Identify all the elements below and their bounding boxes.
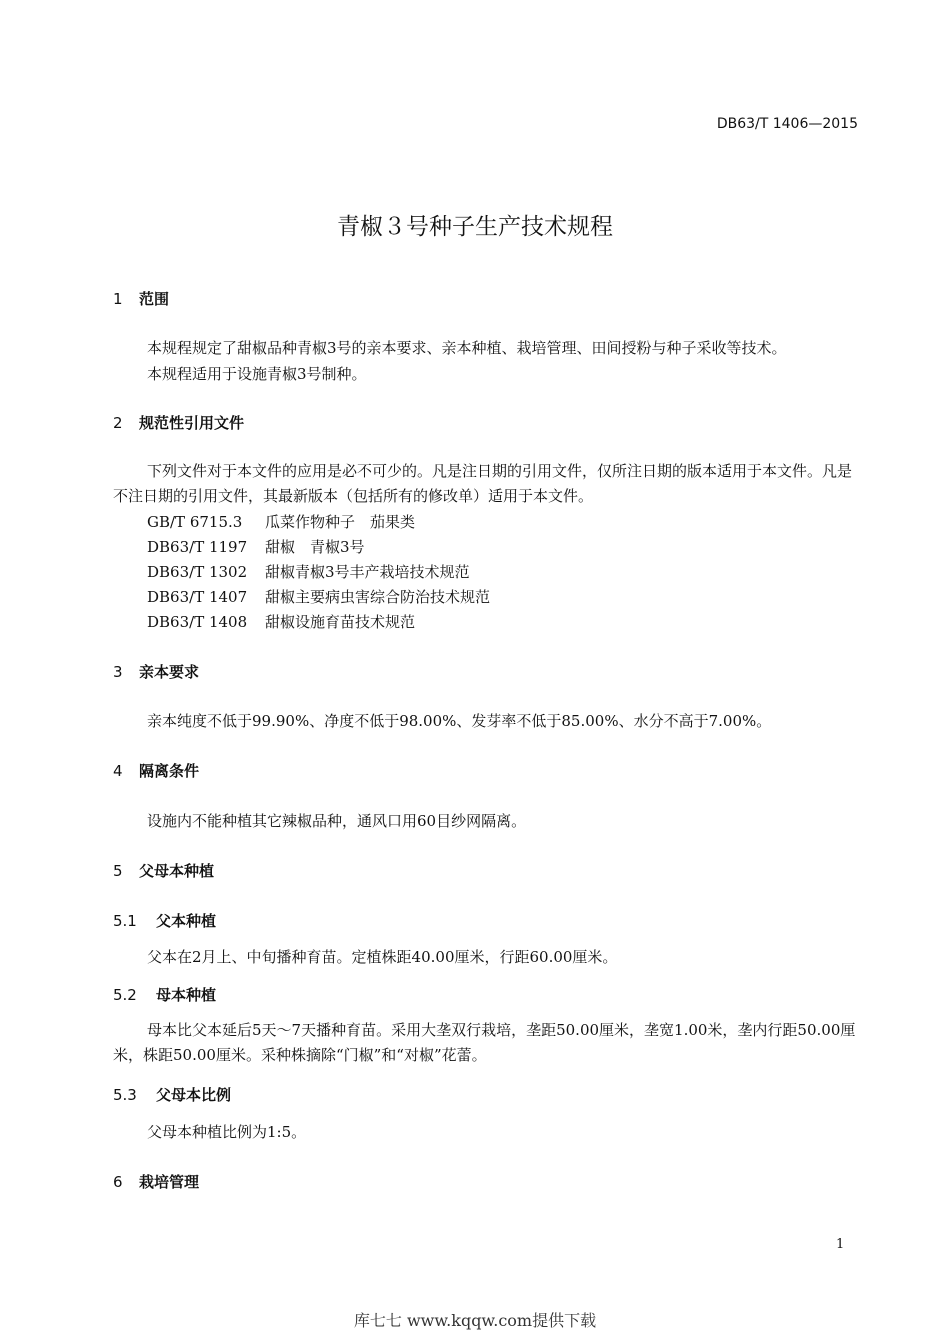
reference-item	[147, 536, 365, 557]
paragraph: 亲本纯度不低于99.90%、净度不低于98.00%、发芽率不低于85.00%、水分不高于7.00%。	[147, 712, 772, 730]
section-title: 栽培管理	[139, 1173, 200, 1191]
subsection-heading-5-3	[113, 1084, 231, 1105]
section-number: 4	[113, 762, 123, 780]
reference-code: DB63/T 1407	[147, 588, 248, 606]
reference-name: 甜椒 青椒3号	[265, 538, 365, 556]
reference-code: DB63/T 1197	[147, 538, 248, 556]
paragraph: 设施内不能种植其它辣椒品种，通风口用60目纱网隔离。	[147, 812, 527, 830]
page-title: 青椒３号种子生产技术规程	[337, 214, 613, 240]
section-number: 2	[113, 414, 123, 432]
reference-item	[147, 511, 415, 532]
section-title: 规范性引用文件	[139, 414, 245, 432]
section-heading-2	[113, 412, 244, 433]
subsection-number: 5.3	[113, 1086, 137, 1104]
paragraph: 父母本种植比例为1:5。	[147, 1123, 307, 1141]
subsection-heading-5-1	[113, 910, 216, 931]
section-title: 亲本要求	[139, 663, 200, 681]
footer-watermark: 库七七 www.kqqw.com提供下载	[353, 1311, 597, 1330]
reference-item	[147, 586, 490, 607]
paragraph: 下列文件对于本文件的应用是必不可少的。凡是注日期的引用文件，仅所注日期的版本适用于本文件。凡是不注日期的引用文件，其最新版本（包括所有的修改单）适用于本文件。	[113, 462, 853, 505]
reference-code: DB63/T 1408	[147, 613, 248, 631]
subsection-title: 父母本比例	[156, 1086, 232, 1104]
reference-item	[147, 561, 470, 582]
section-heading-4	[113, 760, 199, 781]
subsection-number: 5.1	[113, 912, 137, 930]
subsection-number: 5.2	[113, 986, 137, 1004]
section-number: 6	[113, 1173, 123, 1191]
reference-name: 甜椒设施育苗技术规范	[265, 613, 416, 631]
reference-item	[147, 611, 415, 632]
section-heading-3	[113, 661, 199, 682]
subsection-heading-5-2	[113, 984, 216, 1005]
section-title: 隔离条件	[139, 762, 200, 780]
subsection-title: 父本种植	[156, 912, 217, 930]
section-number: 5	[113, 862, 123, 880]
document-code: DB63/T 1406—2015	[716, 116, 858, 132]
page-number: 1	[836, 1237, 845, 1252]
section-title: 范围	[139, 290, 170, 308]
reference-name: 瓜菜作物种子 茄果类	[265, 513, 416, 531]
section-heading-5	[113, 860, 214, 881]
section-number: 1	[113, 290, 123, 308]
reference-name: 甜椒青椒3号丰产栽培技术规范	[265, 563, 470, 581]
paragraph: 本规程适用于设施青椒3号制种。	[147, 365, 367, 383]
paragraph: 母本比父本延后5天～7天播种育苗。采用大垄双行栽培，垄距50.00厘米，垄宽1.00米，垄内行距50.00厘米，株距50.00厘米。采种株摘除“门椒”和“对椒”花蕾。	[113, 1021, 856, 1064]
section-heading-1	[113, 288, 169, 309]
section-number: 3	[113, 663, 123, 681]
paragraph: 本规程规定了甜椒品种青椒3号的亲本要求、亲本种植、栽培管理、田间授粉与种子采收等技术。	[147, 339, 787, 357]
reference-name: 甜椒主要病虫害综合防治技术规范	[265, 588, 491, 606]
reference-code: DB63/T 1302	[147, 563, 248, 581]
reference-code: GB/T 6715.3	[147, 513, 243, 531]
section-heading-6	[113, 1171, 199, 1192]
subsection-title: 母本种植	[156, 986, 217, 1004]
paragraph: 父本在2月上、中旬播种育苗。定植株距40.00厘米，行距60.00厘米。	[147, 948, 618, 966]
section-title: 父母本种植	[139, 862, 215, 880]
